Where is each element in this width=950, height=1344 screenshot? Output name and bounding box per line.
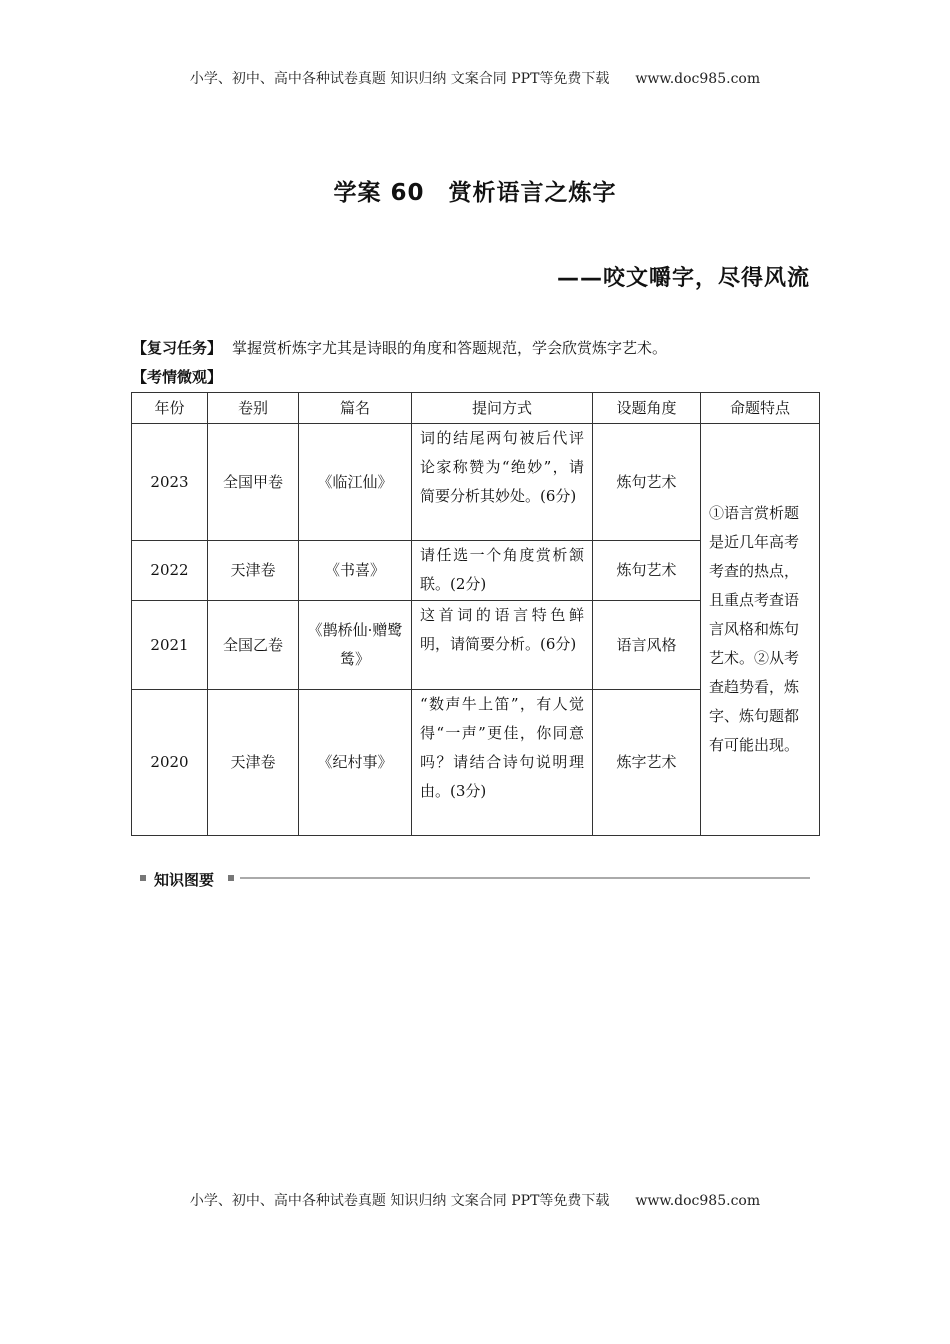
section-knowledge-map [140,868,810,890]
cell-question: 这首词的语言特色鲜明，请简要分析。(6分) [412,601,593,690]
cell-question: “数声牛上笛”，有人觉得“一声”更佳，你同意吗？请结合诗句说明理由。(3分) [412,690,593,836]
cell-feature: ①语言赏析题是近几年高考考查的热点，且重点考查语言风格和炼句艺术。②从考查趋势看，炼字、炼句题都有可能出现。 [701,424,820,836]
header-site: www.doc985.com [635,71,761,87]
cell-question: 词的结尾两句被后代评论家称赞为“绝妙”，请简要分析其妙处。(6分) [412,424,593,541]
square-bullet-icon [140,875,146,881]
square-bullet-icon [228,875,234,881]
cell-angle: 炼字艺术 [593,690,701,836]
exam-table [131,392,820,836]
table-header-row [132,393,820,424]
cell-year: 2021 [132,601,208,690]
section-divider [240,877,810,879]
cell-question: 请任选一个角度赏析颔联。(2分) [412,541,593,601]
cell-title: 《鹊桥仙·赠鹭鸶》 [299,601,412,690]
cell-paper: 天津卷 [208,690,299,836]
cell-title: 《纪村事》 [299,690,412,836]
cell-year: 2020 [132,690,208,836]
cell-paper: 全国甲卷 [208,424,299,541]
table-row [132,424,820,541]
review-task-text: 掌握赏析炼字尤其是诗眼的角度和答题规范，学会欣赏炼字艺术。 [232,339,668,357]
cell-angle: 炼句艺术 [593,541,701,601]
kaoqing-label: 【考情微观】 [132,368,223,386]
footer-text: 小学、初中、高中各种试卷真题 知识归纳 文案合同 PPT等免费下载 [189,1193,610,1209]
header-text: 小学、初中、高中各种试卷真题 知识归纳 文案合同 PPT等免费下载 [189,71,610,87]
cell-title: 《临江仙》 [299,424,412,541]
footer-site: www.doc985.com [635,1193,761,1209]
cell-angle: 语言风格 [593,601,701,690]
page-header [0,68,950,88]
page-title: 学案 60 赏析语言之炼字 [333,180,617,206]
cell-title: 《书喜》 [299,541,412,601]
review-task [132,337,667,358]
header-question: 提问方式 [412,393,593,424]
header-paper: 卷别 [208,393,299,424]
review-task-label: 【复习任务】 [132,339,223,357]
cell-year: 2023 [132,424,208,541]
kaoqing-heading [132,366,222,387]
page-subtitle: ——咬文嚼字，尽得风流 [556,266,810,291]
section-label: 知识图要 [154,871,215,889]
cell-paper: 天津卷 [208,541,299,601]
header-angle: 设题角度 [593,393,701,424]
header-feature: 命题特点 [701,393,820,424]
cell-paper: 全国乙卷 [208,601,299,690]
header-year: 年份 [132,393,208,424]
cell-angle: 炼句艺术 [593,424,701,541]
page-footer [0,1190,950,1210]
header-title: 篇名 [299,393,412,424]
cell-year: 2022 [132,541,208,601]
